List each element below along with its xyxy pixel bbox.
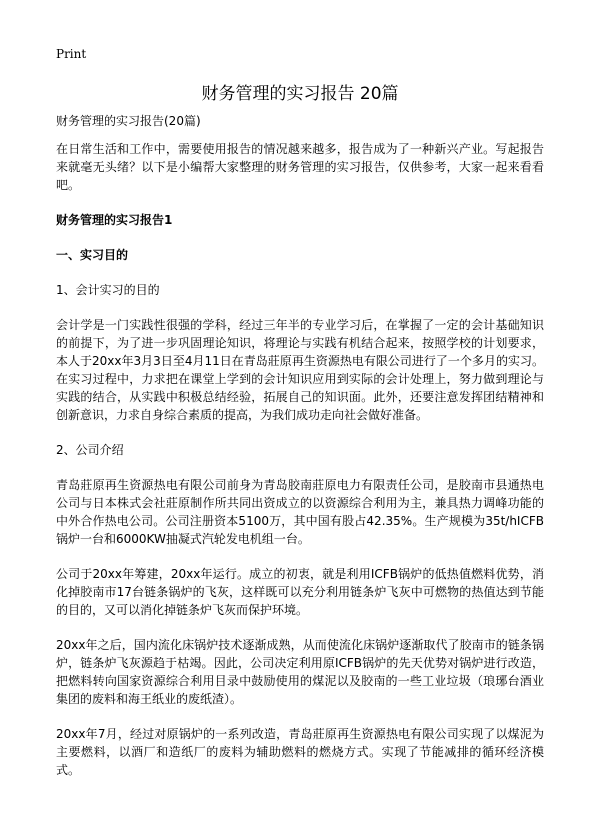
document-subtitle: 财务管理的实习报告(20篇) — [56, 114, 201, 128]
intro-paragraph: 在日常生活和工作中，需要使用报告的情况越来越多，报告成为了一种新兴产业。写起报告来就毫无头绪？以下是小编帮大家整理的财务管理的实习报告，仅供参考，大家一起来看看吧。 — [56, 142, 544, 192]
section-heading: 财务管理的实习报告1 — [56, 213, 173, 227]
accounting-purpose-paragraph: 会计学是一门实践性很强的学科，经过三年半的专业学习后，在掌握了一定的会计基础知识的前提下，为了进一步巩固理论知识，将理论与实践有机结合起来，按照学校的计划要求，本人于20xx年3月3日至4月11日在青岛莊原再生资源热电有限公司进行了一个多月的实习。在实习过程中，力求把在课堂上学到的会计知识应用到实际的会计处理上，努力做到理论与实践的结合，从实践中积极总结经验，拓展自己的知识面。此外，还要注意发挥团结精神和创新意识，力求自身综合素质的提高，为我们成功走向社会做好准备。 — [56, 318, 544, 422]
document-title: 财务管理的实习报告 20篇 — [201, 84, 399, 104]
sub-heading-company-intro: 2、公司介绍 — [56, 443, 124, 457]
part-heading-purpose: 一、实习目的 — [56, 248, 129, 262]
print-label: Print — [56, 47, 87, 61]
company-intro-paragraph-4: 20xx年7月，经过对原锅炉的一系列改造，青岛莊原再生资源热电有限公司实现了以煤泥为主要燃料，以酒厂和造纸厂的废料为辅助燃料的燃烧方式。实现了节能减排的循环经济模式。 — [56, 727, 544, 777]
company-intro-paragraph-2: 公司于20xx年筹建，20xx年运行。成立的初衷，就是利用ICFB锅炉的低热值燃料优势，消化掉胶南市17台链条锅炉的飞灰，这样既可以充分利用链条炉飞灰中可燃物的热值达到节能的目的，又可以消化掉链条炉飞灰而保护环境。 — [56, 567, 544, 617]
company-intro-paragraph-1: 青岛莊原再生资源热电有限公司前身为青岛胶南莊原电力有限责任公司，是胶南市县通热电公司与日本株式会社莊原制作所共同出资成立的以资源综合利用为主，兼具热力调峰功能的中外合作热电公司。公司注册资本5100万，其中国有股占42.35%。生产规模为35t/hICFB锅炉一台和6000KW抽凝式汽轮发电机组一台。 — [56, 478, 544, 546]
sub-heading-accounting-purpose: 1、会计实习的目的 — [56, 283, 160, 297]
company-intro-paragraph-3: 20xx年之后，国内流化床锅炉技术逐渐成熟，从而使流化床锅炉逐渐取代了胶南市的链条锅炉，链条炉飞灰源趋于枯竭。因此，公司决定利用原ICFB锅炉的先天优势对锅炉进行改造，把燃料转向国家资源综合利用目录中鼓励使用的煤泥以及胶南的一些工业垃圾（琅琊台酒业集团的废料和海王纸业的废纸渣）。 — [56, 638, 544, 706]
